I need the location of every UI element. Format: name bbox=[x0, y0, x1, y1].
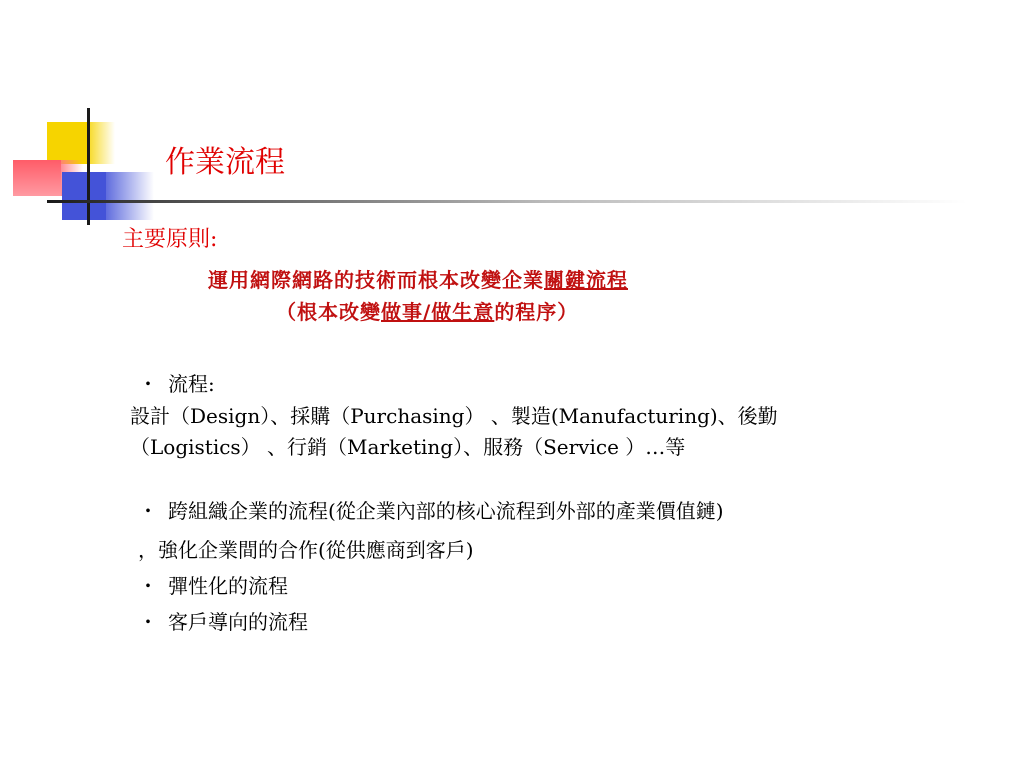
decoration-vertical-line bbox=[87, 108, 90, 225]
decoration-blue-square bbox=[62, 172, 106, 220]
slide-title: 作業流程 bbox=[165, 145, 285, 180]
principle-line-2-open: （根本改變 bbox=[276, 300, 381, 324]
principle-line-2-underlined: 做事/做生意 bbox=[381, 300, 495, 324]
bullet-marker: ・ bbox=[138, 574, 158, 598]
bullet-item-cross-org bbox=[138, 495, 724, 524]
principle-line-2-close: 的程序） bbox=[494, 300, 579, 324]
bullet-item-process bbox=[138, 368, 215, 397]
bullet-marker: ・ bbox=[138, 610, 158, 634]
decoration-red-square bbox=[13, 160, 61, 196]
bullet-detail-line: ，強化企業間的合作(從供應商到客戶) bbox=[138, 538, 474, 562]
bullet-label: 跨組織企業的流程(從企業內部的核心流程到外部的產業價值鏈) bbox=[168, 499, 724, 523]
bullet-item-flexible bbox=[138, 570, 288, 599]
bullet-detail-line: 設計（Design）、採購（Purchasing） 、製造(Manufacturing)、後勤 bbox=[130, 404, 778, 428]
principle-line-1-underlined: 關鍵流程 bbox=[544, 268, 628, 292]
principle-line-1-text: 運用網際網路的技術而根本改變企業 bbox=[208, 268, 544, 292]
bullet-label: 彈性化的流程 bbox=[168, 574, 288, 598]
bullet-detail-line: （Logistics） 、行銷（Marketing）、服務（Service ）…等 bbox=[130, 435, 686, 459]
decoration-horizontal-line bbox=[47, 200, 967, 203]
principle-line-2 bbox=[276, 296, 578, 325]
principle-line-1 bbox=[208, 264, 628, 293]
principle-heading: 主要原則: bbox=[122, 227, 218, 252]
bullet-marker: ・ bbox=[138, 372, 158, 396]
bullet-label: 流程: bbox=[168, 372, 215, 396]
bullet-item-customer bbox=[138, 606, 308, 635]
decoration-yellow-square bbox=[47, 122, 87, 164]
bullet-label: 客戶導向的流程 bbox=[168, 610, 308, 634]
bullet-marker: ・ bbox=[138, 499, 158, 523]
